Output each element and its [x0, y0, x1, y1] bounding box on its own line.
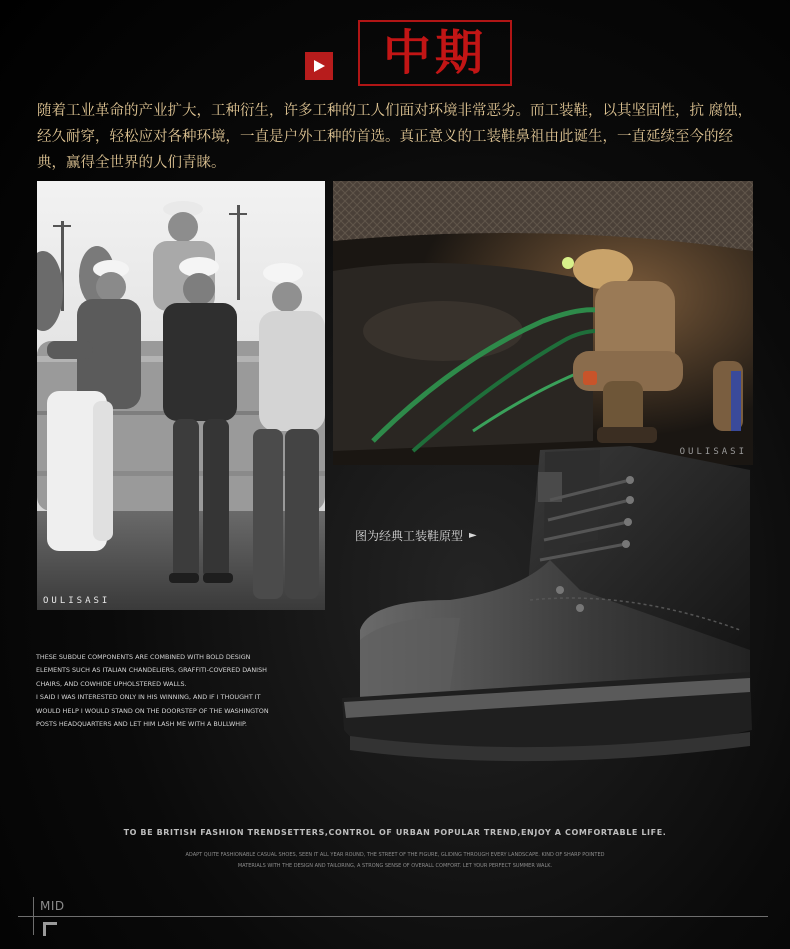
photo-watermark: OULISASI: [43, 596, 111, 606]
footer-vertical-divider: [33, 897, 34, 935]
footer-divider: [18, 916, 768, 917]
photo-watermark-right: OULISASI: [679, 447, 747, 457]
vintage-workers-photo: [37, 181, 325, 610]
tagline: TO BE BRITISH FASHION TRENDSETTERS,CONTROL OF URBAN POPULAR TREND,ENJOY A COMFORTABLE LIFE.: [123, 828, 667, 837]
english-line: I SAID I WAS INTERESTED ONLY IN HIS WINNING, AND IF I THOUGHT IT: [36, 693, 261, 702]
section-title: 中期: [382, 25, 487, 81]
play-icon: [305, 52, 333, 80]
english-line: THESE SUBDUE COMPONENTS ARE COMBINED WITH BOLD DESIGN: [36, 653, 251, 661]
footer-label: MID: [40, 899, 65, 913]
english-description: [36, 651, 316, 731]
english-line: POSTS HEADQUARTERS AND LET HIM LASH ME WITH A BULLWHIP.: [36, 720, 247, 729]
english-line: ELEMENTS SUCH AS ITALIAN CHANDELIERS, GRAFFITI-COVERED DANISH: [36, 666, 267, 675]
corner-bracket-icon: [43, 922, 57, 936]
fine-print: MATERIALS WITH THE DESIGN AND TAILORING, A STRONG SENSE OF OVERALL COMFORT. LET YOUR PERFECT SUMMER WALK.: [237, 863, 553, 869]
fine-print: ADAPT QUITE FASHIONABLE CASUAL SHOES, SEEN IT ALL YEAR ROUND, THE STREET OF THE FIGURE, GLIDING THROUGH EVERY LANDSCAPE. KIND OF SHARP POINTED: [185, 852, 605, 858]
english-line: CHAIRS, AND COWHIDE UPHOLSTERED WALLS.: [36, 679, 187, 688]
miner-photo: [333, 181, 753, 465]
english-line: WOULD HELP I WOULD STAND ON THE DOORSTEP OF THE WASHINGTON: [36, 706, 269, 715]
work-boot-image: [330, 440, 760, 780]
caption-arrow-icon: ►: [469, 530, 477, 541]
section-title-box: [358, 20, 512, 86]
caption-text: 图为经典工装鞋原型: [355, 529, 464, 543]
intro-paragraph: 随着工业革命的产业扩大，工种衍生，许多工种的工人们面对环境非常恶劣。而工装鞋，以其坚固性，抗 腐蚀，经久耐穿，轻松应对各种环境，一直是户外工种的首选。真正意义的工装鞋鼻祖由此诞生，一直延续至今的经典，赢得全世界的人们青睐。: [37, 103, 753, 171]
